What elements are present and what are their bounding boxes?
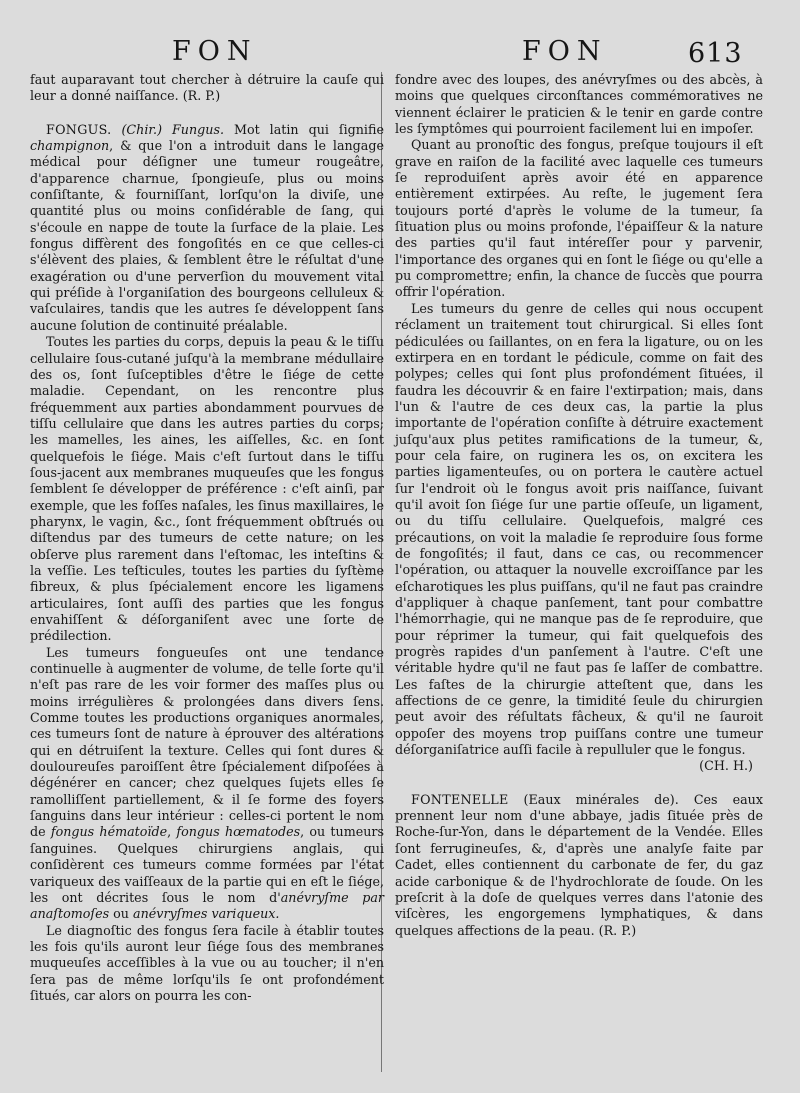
paragraph: Quant au pronoſtic des fongus, preſque toujours il eſt grave en raiſon de la facilité avec laquelle ces tumeurs ſe reproduiſent après avoir été en apparence entièrement extirpées. Au reſte, le jugement ſera toujours porté d'après le volume de la tumeur, ſa ſituation plus ou moins profonde, l'épaiſſeur & la nature des parties qu'il faut intéreſſer pour y parvenir, l'importance des organes qui en ſont le ſiége ou qu'elle a pu compromettre; enfin, la chance de ſuccès que pourra offrir l'opération. bbox=[395, 137, 763, 300]
entry-domain: (Chir.) bbox=[121, 121, 163, 137]
paragraph: Les tumeurs du genre de celles qui nous occupent réclament un traitement tout chirurgical. Si elles ſont pédiculées ou ſaillantes, on en fera la ligature, ou on les extirpera en en tordant le pédicule, comme on fait des polypes; celles qui ſont plus profondément ſituées, il faudra les découvrir & en faire l'extirpation; mais, dans l'un & l'autre de ces deux cas, la partie la plus importante de l'opération conſiſte à détruire exactement juſqu'aux plus petites ramifications de la tumeur, &, pour cela faire, on ruginera les os, on excitera les parties ligamenteuſes, ou on portera le cautère actuel ſur l'endroit où le fongus avoit pris naiſſance, ſuivant qu'il avoit ſon ſiége ſur une partie oſſeuſe, un ligament, ou du tiſſu cellulaire. Quelquefois, malgré ces précautions, on voit la maladie ſe reproduire ſous forme de fongoſités; il faut, dans ce cas, ou recommencer l'opération, ou attaquer la nouvelle excroiſſance par les eſcharotiques les plus puiſſans, qu'il ne faut pas craindre d'appliquer à chaque panſement, tant pour combattre l'hémorrhagie, qui ne manque pas de ſe reproduire, que pour réprimer la tumeur, qui fait quelquefois des progrès rapides d'un panſement à l'autre. C'eſt une véritable hydre qu'il ne faut pas ſe laſſer de combattre. Les faſtes de la chirurgie atteſtent que, dans les affections de ce genre, la timidité ſeule du chirurgien peut avoir des réſultats fâcheux, & qu'il ne ſauroit oppoſer des moyens trop puiſſans contre une tumeur déſorganiſatrice auſſi facile à repulluler que le fongus. bbox=[395, 300, 763, 758]
paragraph: Toutes les parties du corps, depuis la peau & le tiſſu cellulaire ſous-cutané juſqu'à la membrane médullaire des os, ſont ſuſceptibles d'être le ſiége de cette maladie. Cependant, on les rencontre plus fréquemment aux parties abondamment pourvues de tiſſu cellulaire que dans les autres parties du corps; les mamelles, les aines, les aiſſelles, &c. en ſont quelquefois le ſiége. Mais c'eſt ſurtout dans le tiſſu ſous-jacent aux membranes muqueuſes que les fongus ſemblent ſe développer de préférence : c'eſt ainſi, par exemple, que les foſſes naſales, les ſinus maxillaires, le pharynx, le vagin, &c., ſont fréquemment obſtrués ou diſtendus par des tumeurs de cette nature; on les obſerve plus rarement dans l'eſtomac, les inteſtins & la veſſie. Les teſticules, toutes les parties du ſyſtème fibreux, & plus ſpécialement encore les ligamens articulaires, ſont auſſi des parties que les fongus envahiſſent & déſorganiſent avec une ſorte de prédilection. bbox=[30, 334, 384, 644]
running-head-left: FON bbox=[172, 36, 258, 67]
right-column bbox=[395, 72, 763, 939]
paragraph: fondre avec des loupes, des anévryſmes ou des abcès, à moins que quelques circonſtances commémoratives ne viennent éclairer le praticien & le tenir en garde contre les ſymptômes qui pourroient facilement lui en impoſer. bbox=[395, 72, 763, 137]
entry-fontenelle: FONTENELLE (Eaux minérales de). Ces eaux prennent leur nom d'une abbaye, jadis ſituée près de Roche-ſur-Yon, dans le département de la Vendée. Elles ſont ferrugineuſes, &, d'après une analyſe faite par Cadet, elles contiennent du carbonate de fer, du gaz acide carbonique & de l'hydrochlorate de ſoude. On les preſcrit à la doſe de quelques verres dans l'atonie des viſcères, les engorgemens lymphatiques, & dans quelques affections de la peau. (R. P.) bbox=[395, 791, 763, 938]
page-number: 613 bbox=[688, 38, 743, 69]
latin-term: Fungus. bbox=[172, 121, 224, 137]
author-signature: (R. P.) bbox=[598, 922, 637, 938]
page-header bbox=[0, 30, 800, 74]
author-signature: (R. P.) bbox=[182, 88, 221, 104]
continuation-paragraph: faut auparavant tout chercher à détruire la cauſe qui leur a donné naiſſance. (R. P.) bbox=[30, 72, 384, 104]
left-column bbox=[30, 72, 384, 1004]
entry-title: FONTENELLE bbox=[411, 791, 509, 807]
author-signature: (CH. H.) bbox=[699, 758, 753, 774]
paragraph: Les tumeurs fongueuſes ont une tendance continuelle à augmenter de volume, de telle ſorte qu'il n'eſt pas rare de les voir former des maſſes plus ou moins irrégulières & prolongées dans divers ſens. Comme toutes les productions organiques anormales, ces tumeurs ſont de nature à éprouver des altérations qui en détruiſent la texture. Celles qui ſont dures & douloureuſes paroiſſent être ſpécialement diſpoſées à dégénérer en cancer; chez quelques ſujets elles ſe ramolliſſent partiellement, & il ſe forme des foyers ſanguins dans leur intérieur : celles-ci portent le nom de fongus hématoïde, fongus hœmatodes, ou tumeurs ſanguines. Quelques chirurgiens anglais, qui conſidèrent ces tumeurs comme formées par l'état variqueux des vaiſſeaux de la partie qui en eſt le ſiége, les ont décrites ſous le nom d'anévryſme par anaſtomoſes ou anévryſmes variqueux. bbox=[30, 644, 384, 922]
running-head-right: FON bbox=[522, 36, 608, 67]
entry-fongus: FONGUS. (Chir.) Fungus. Mot latin qui ſignifie champignon, & que l'on a introduit dans le langage médical pour déſigner une tumeur rougeâtre, d'apparence charnue, ſpongieuſe, plus ou moins conſiſtante, & fourniſſant, lorſqu'on la diviſe, une quantité plus ou moins conſidérable de ſang, qui s'écoule en nappe de toute la ſurface de la plaie. Les fongus diffèrent des fongoſités en ce que celles-ci s'élèvent des plaies, & ſemblent être le réſultat d'une exagération ou d'une perverſion du mouvement vital qui préſide à l'organiſation des bourgeons celluleux & vaſculaires, tandis que les autres ſe développent ſans aucune ſolution de continuité préalable. bbox=[30, 121, 384, 333]
paragraph: Le diagnoſtic des fongus ſera facile à établir toutes les fois qu'ils auront leur ſiége ſous des membranes muqueuſes acceſſibles à la vue ou au toucher; il n'en ſera pas de même lorſqu'ils ſe ont profondément ſitués, car alors on pourra les con- bbox=[30, 922, 384, 1003]
entry-title: FONGUS. bbox=[46, 121, 112, 137]
